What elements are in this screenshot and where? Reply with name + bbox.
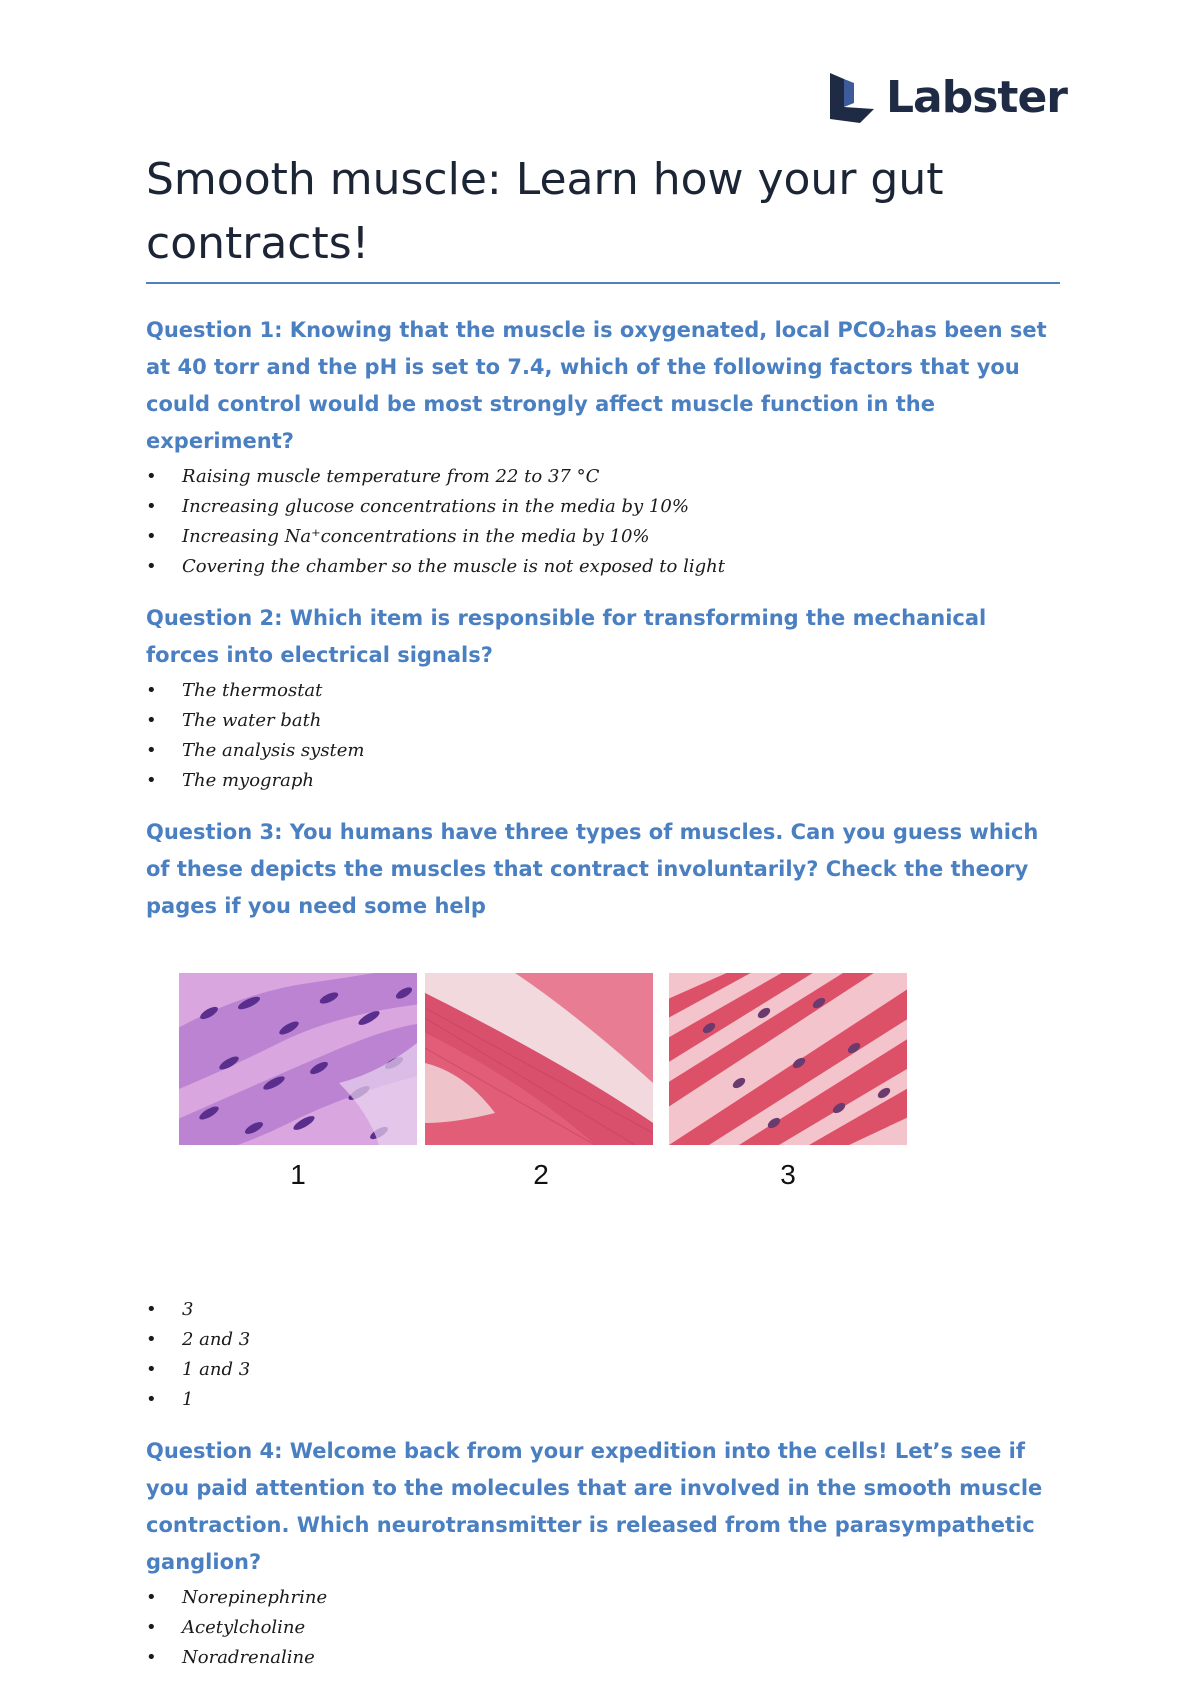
figure-label-1: 1 (290, 1159, 306, 1190)
labster-logo-icon (830, 73, 874, 123)
option: • Increasing glucose concentrations in the media by 10% (146, 492, 1066, 522)
muscle-image-2 (425, 973, 653, 1145)
question-3-options (146, 1295, 1066, 1415)
question-2-text: Question 2: Which item is responsible for transforming the mechanical forces into electrical signals? (146, 606, 987, 667)
option: • 1 and 3 (146, 1355, 1066, 1385)
muscle-image-3 (669, 973, 907, 1145)
option: • Norepinephrine (146, 1583, 1066, 1613)
option: • The myograph (146, 766, 1066, 796)
option: • Acetylcholine (146, 1613, 1066, 1643)
question-2-options (146, 676, 1066, 796)
muscle-types-figure (146, 951, 1066, 1281)
option: • Raising muscle temperature from 22 to 37 °C (146, 462, 1066, 492)
brand-name: Labster (886, 72, 1067, 123)
question-4 (146, 1433, 1066, 1673)
figure-label-3: 3 (780, 1159, 796, 1190)
question-1 (146, 312, 1066, 582)
muscle-image-1 (179, 973, 417, 1145)
labster-logo (830, 72, 1067, 123)
question-1-options (146, 462, 1066, 582)
question-4-text: Question 4: Welcome back from your expedition into the cells! Let’s see if you paid attention to the molecules that are involved in the smooth muscle contraction. Which neurotransmitter is released from the parasympathetic ganglion? (146, 1439, 1043, 1574)
option: • The thermostat (146, 676, 1066, 706)
option: • 2 and 3 (146, 1325, 1066, 1355)
question-list (146, 312, 1066, 1691)
option: • The analysis system (146, 736, 1066, 766)
question-3-text: Question 3: You humans have three types of muscles. Can you guess which of these depicts the muscles that contract involuntarily? Check the theory pages if you need some help (146, 820, 1039, 918)
option: • Increasing Na⁺concentrations in the media by 10% (146, 522, 1066, 552)
figure-label-2: 2 (533, 1159, 549, 1190)
question-1-text: Question 1: Knowing that the muscle is oxygenated, local PCO₂has been set at 40 torr and the pH is set to 7.4, which of the following factors that you could control would be most strongly affect muscle function in the experiment? (146, 318, 1047, 453)
question-4-options (146, 1583, 1066, 1673)
page-title: Smooth muscle: Learn how your gut contracts! (146, 154, 944, 269)
option: • Covering the chamber so the muscle is not exposed to light (146, 552, 1066, 582)
option: • The water bath (146, 706, 1066, 736)
question-2 (146, 600, 1066, 796)
option: • 1 (146, 1385, 1066, 1415)
question-3 (146, 814, 1066, 1415)
option: • 3 (146, 1295, 1066, 1325)
title-divider (146, 282, 1060, 284)
option: • Noradrenaline (146, 1643, 1066, 1673)
